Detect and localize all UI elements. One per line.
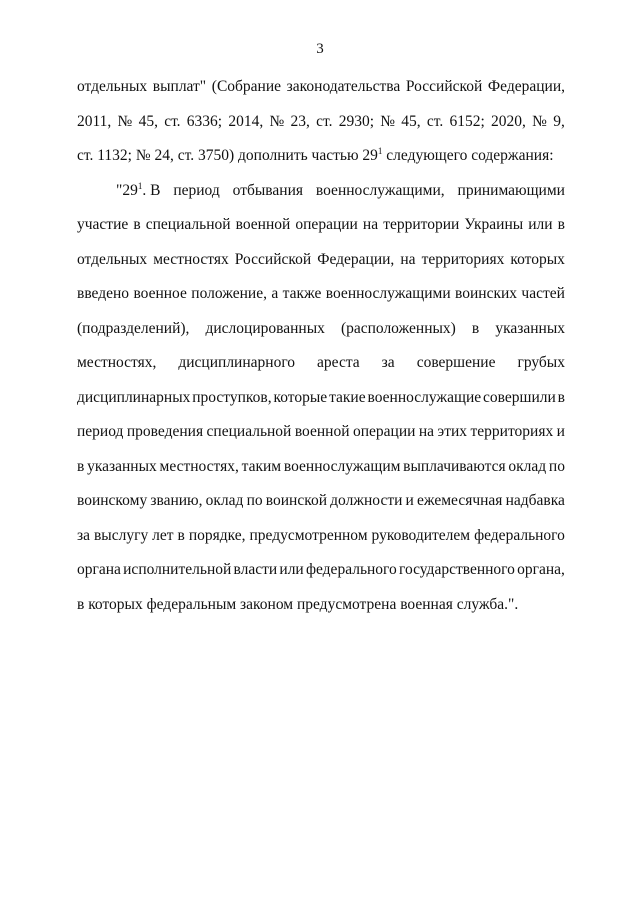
word: за bbox=[381, 354, 395, 371]
word: по bbox=[246, 492, 263, 509]
text-line bbox=[77, 450, 565, 485]
word: дисциплинарных bbox=[77, 388, 191, 406]
text-line bbox=[77, 312, 565, 347]
word: местностях bbox=[153, 250, 229, 268]
word: в bbox=[557, 388, 565, 406]
word: введено bbox=[77, 285, 130, 302]
word: участие bbox=[77, 216, 129, 233]
word: и bbox=[556, 423, 565, 440]
word: воинских bbox=[455, 285, 518, 302]
word: такие bbox=[329, 388, 366, 406]
word: выплачиваются bbox=[403, 457, 506, 475]
text-line bbox=[77, 174, 565, 209]
word: операции bbox=[352, 423, 416, 440]
word: которые bbox=[273, 388, 328, 406]
word: № bbox=[532, 112, 547, 130]
word: 2014, bbox=[228, 112, 264, 130]
word: власти bbox=[233, 561, 278, 578]
word: 45, bbox=[138, 112, 158, 130]
word: выслугу bbox=[93, 526, 149, 544]
word: этих bbox=[437, 423, 468, 440]
word: местностях, bbox=[77, 354, 157, 371]
word: должности bbox=[330, 492, 403, 509]
word: военнослужащим bbox=[283, 457, 401, 475]
word: ст. bbox=[316, 112, 333, 130]
word: № bbox=[269, 112, 285, 130]
word: . В bbox=[142, 181, 161, 199]
word: дисциплинарного bbox=[178, 354, 296, 371]
word: (Собрание bbox=[211, 78, 282, 95]
word: проступков, bbox=[192, 388, 272, 406]
word: 2020, bbox=[491, 112, 526, 130]
word: 2930; bbox=[338, 112, 375, 130]
word: выплат" bbox=[152, 78, 207, 95]
word: указанных bbox=[87, 457, 157, 475]
word: указанных bbox=[495, 319, 565, 337]
word: 45, bbox=[401, 112, 421, 130]
word: грубых bbox=[517, 354, 565, 371]
word: военнослужащими, bbox=[315, 181, 445, 199]
text-line bbox=[77, 484, 565, 519]
word: в bbox=[471, 319, 480, 337]
word: руководителем bbox=[371, 526, 471, 544]
superscript: 1 bbox=[377, 146, 383, 156]
word: территории bbox=[383, 216, 460, 233]
word: лет bbox=[152, 526, 174, 544]
word: военнослужащие bbox=[367, 388, 482, 406]
line-text: следующего содержания: bbox=[382, 147, 554, 164]
word-group bbox=[116, 174, 160, 209]
word: Федерации, bbox=[317, 250, 395, 268]
word: также bbox=[282, 285, 322, 302]
text-line bbox=[77, 277, 565, 312]
text-line bbox=[77, 519, 565, 554]
word: воинской bbox=[265, 492, 327, 509]
text-line bbox=[77, 139, 565, 174]
word: государственного bbox=[399, 561, 515, 578]
word: органа, bbox=[517, 561, 565, 578]
word: военнослужащими bbox=[325, 285, 451, 302]
text-line bbox=[77, 105, 565, 140]
word: № bbox=[117, 112, 133, 130]
word: Федерации, bbox=[487, 78, 565, 95]
word: период bbox=[77, 423, 124, 440]
word: 9, bbox=[553, 112, 565, 130]
word: органа bbox=[77, 561, 121, 578]
word: 6336; bbox=[186, 112, 223, 130]
text-line bbox=[77, 381, 565, 416]
line-text: ст. 1132; № 24, ст. 3750) дополнить частью 29 bbox=[77, 147, 378, 164]
word: которых bbox=[510, 250, 565, 268]
word: Российской bbox=[405, 78, 483, 95]
word: в bbox=[177, 526, 185, 544]
word: по bbox=[548, 457, 565, 475]
word: специальной bbox=[145, 216, 231, 233]
word: за bbox=[77, 526, 91, 544]
text-line bbox=[77, 588, 565, 623]
word: (расположенных) bbox=[340, 319, 456, 337]
word: на bbox=[362, 216, 379, 233]
text-line bbox=[77, 415, 565, 450]
word: оклад bbox=[508, 457, 547, 475]
word: совершение bbox=[416, 354, 496, 371]
word: Российской bbox=[234, 250, 312, 268]
word: воинскому bbox=[77, 492, 148, 509]
word: на bbox=[400, 250, 416, 268]
word: Украины bbox=[464, 216, 524, 233]
superscript: 1 bbox=[137, 180, 143, 191]
word: специальной bbox=[206, 423, 292, 440]
word: оклад bbox=[205, 492, 244, 509]
word: в bbox=[77, 457, 85, 475]
word: принимающими bbox=[457, 181, 565, 199]
word: исполнительной bbox=[123, 561, 232, 578]
word: отбывания bbox=[232, 181, 303, 199]
word: или bbox=[528, 216, 553, 233]
word: ст. bbox=[426, 112, 444, 130]
word: в bbox=[557, 216, 565, 233]
word: предусмотренном bbox=[249, 526, 368, 544]
word: федерального bbox=[305, 561, 397, 578]
word: "29 bbox=[116, 181, 138, 199]
word: порядке, bbox=[188, 526, 246, 544]
word: в bbox=[133, 216, 141, 233]
word: или bbox=[279, 561, 304, 578]
word: и bbox=[405, 492, 414, 509]
word: ареста bbox=[317, 354, 360, 371]
word: военной bbox=[294, 423, 350, 440]
word: 6152; bbox=[449, 112, 485, 130]
word: отдельных bbox=[77, 78, 148, 95]
word: совершили bbox=[483, 388, 556, 406]
word: ежемесячная bbox=[416, 492, 503, 509]
word: территориях bbox=[470, 423, 554, 440]
text-line bbox=[77, 70, 565, 105]
word: 2011, bbox=[77, 112, 112, 130]
word: званию, bbox=[150, 492, 203, 509]
word: 23, bbox=[290, 112, 310, 130]
word: отдельных bbox=[77, 250, 148, 268]
word: законодательства bbox=[286, 78, 401, 95]
text-line bbox=[77, 553, 565, 588]
word: военное bbox=[133, 285, 187, 302]
word: федерального bbox=[474, 526, 565, 544]
text-line bbox=[77, 208, 565, 243]
word: период bbox=[173, 181, 220, 199]
text-line bbox=[77, 346, 565, 381]
word: (подразделений), bbox=[77, 319, 190, 337]
document-body bbox=[77, 70, 565, 622]
word: частей bbox=[521, 285, 565, 302]
word: а bbox=[271, 285, 279, 302]
word: № bbox=[380, 112, 396, 130]
word: проведения bbox=[126, 423, 204, 440]
line-text: в которых федеральным законом предусмотрена военная служба.". bbox=[77, 595, 519, 613]
word: на bbox=[418, 423, 435, 440]
text-line bbox=[77, 243, 565, 278]
word: таким bbox=[241, 457, 282, 475]
word: положение, bbox=[191, 285, 267, 302]
word: ст. bbox=[164, 112, 181, 130]
page-number: 3 bbox=[316, 41, 324, 57]
word: дислоцированных bbox=[205, 319, 325, 337]
word: надбавка bbox=[505, 492, 565, 509]
word: операции bbox=[295, 216, 358, 233]
word: местностях, bbox=[159, 457, 239, 475]
word: территориях bbox=[421, 250, 505, 268]
word: военной bbox=[235, 216, 291, 233]
